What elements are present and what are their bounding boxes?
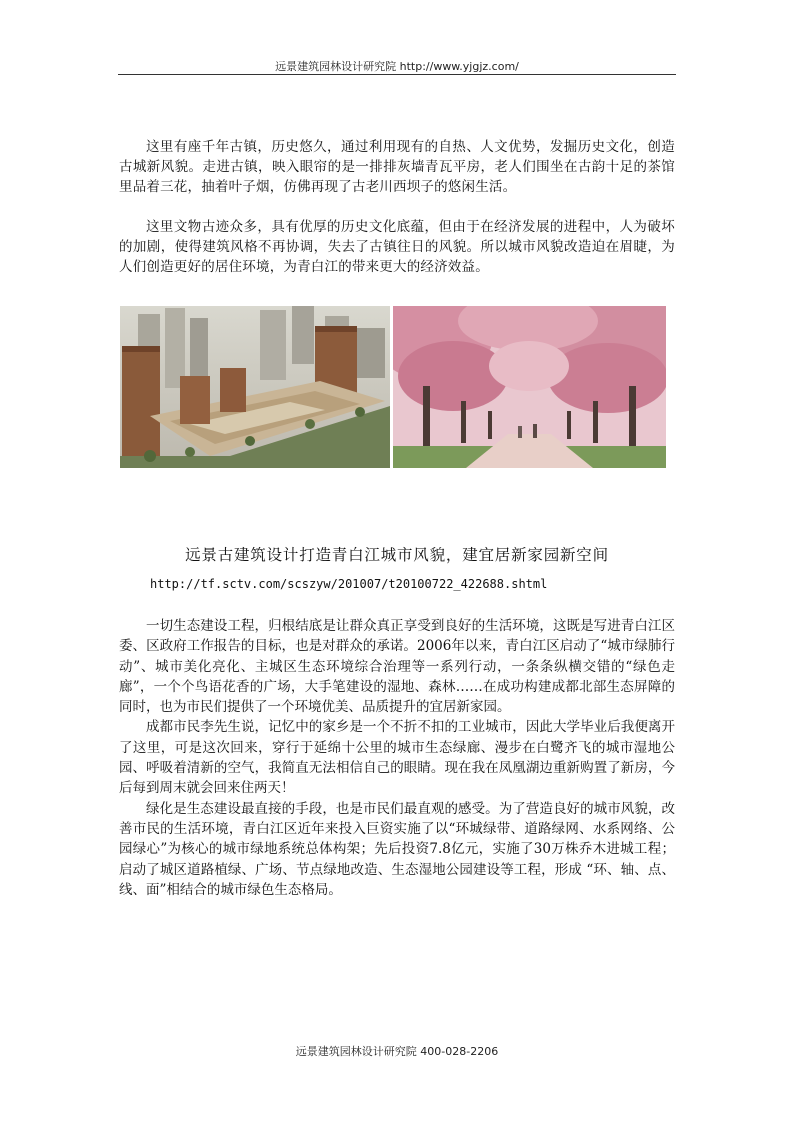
article-body xyxy=(119,616,675,900)
article-paragraph-3: 绿化是生态建设最直接的手段，也是市民们最直观的感受。为了营造良好的城市风貌，改善市民的生活环境，青白江区近年来投入巨资实施了以“环城绿带、道路绿网、水系网络、公园绿心”为核心的城市绿地系统总体构架；先后投资7.8亿元，实施了30万株乔木进城工程；启动了城区道路植绿、广场、节点绿地改造、生态湿地公园建设等工程，形成 “环、轴、点、线、面”相结合的城市绿色生态格局。 xyxy=(119,800,675,898)
header-divider xyxy=(118,74,676,75)
article-title: 远景古建筑设计打造青白江城市风貌，建宜居新家园新空间 xyxy=(185,546,609,564)
intro-paragraph-2: 这里文物古迹众多，具有优厚的历史文化底蕴，但由于在经济发展的进程中，人为破坏的加剧，使得建筑风格不再协调，失去了古镇往日的风貌。所以城市风貌改造迫在眉睫，为人们创造更好的居住环境，为青白江的带来更大的经济效益。 xyxy=(119,219,675,275)
article-paragraph-2: 成都市民李先生说，记忆中的家乡是一个不折不扣的工业城市，因此大学毕业后我便离开了这里，可是这次回来，穿行于延绵十公里的城市生态绿廊、漫步在白鹭齐飞的城市湿地公园、呼吸着清新的空气，我简直无法相信自己的眼睛。现在我在凤凰湖边重新购置了新房，今后每到周末就会回来住两天！ xyxy=(119,719,675,797)
page-header: 远景建筑园林设计研究院 http://www.yjgjz.com/ xyxy=(275,60,519,73)
page-footer: 远景建筑园林设计研究院 400-028-2206 xyxy=(295,1045,499,1058)
architectural-rendering-image xyxy=(120,306,390,468)
source-url-link[interactable]: http://tf.sctv.com/scszyw/201007/t20100722_422688.shtml xyxy=(150,577,548,591)
intro-paragraph-1: 这里有座千年古镇，历史悠久，通过利用现有的自热、人文优势，发掘历史文化，创造古城新风貌。走进古镇，映入眼帘的是一排排灰墙青瓦平房，老人们围坐在古韵十足的茶馆里品着三花，抽着叶子烟，仿佛再现了古老川西坝子的悠闲生活。 xyxy=(119,139,675,195)
cherry-blossom-image xyxy=(393,306,666,468)
article-paragraph-1: 一切生态建设工程，归根结底是让群众真正享受到良好的生活环境，这既是写进青白江区委、区政府工作报告的目标，也是对群众的承诺。2006年以来，青白江区启动了“城市绿肺行动”、城市美化亮化、主城区生态环境综合治理等一系列行动，一条条纵横交错的“绿色走廊”，一个个鸟语花香的广场，大手笔建设的湿地、森林……在成功构建成都北部生态屏障的同时，也为市民们提供了一个环境优美、品质提升的宜居新家园。 xyxy=(119,618,675,716)
